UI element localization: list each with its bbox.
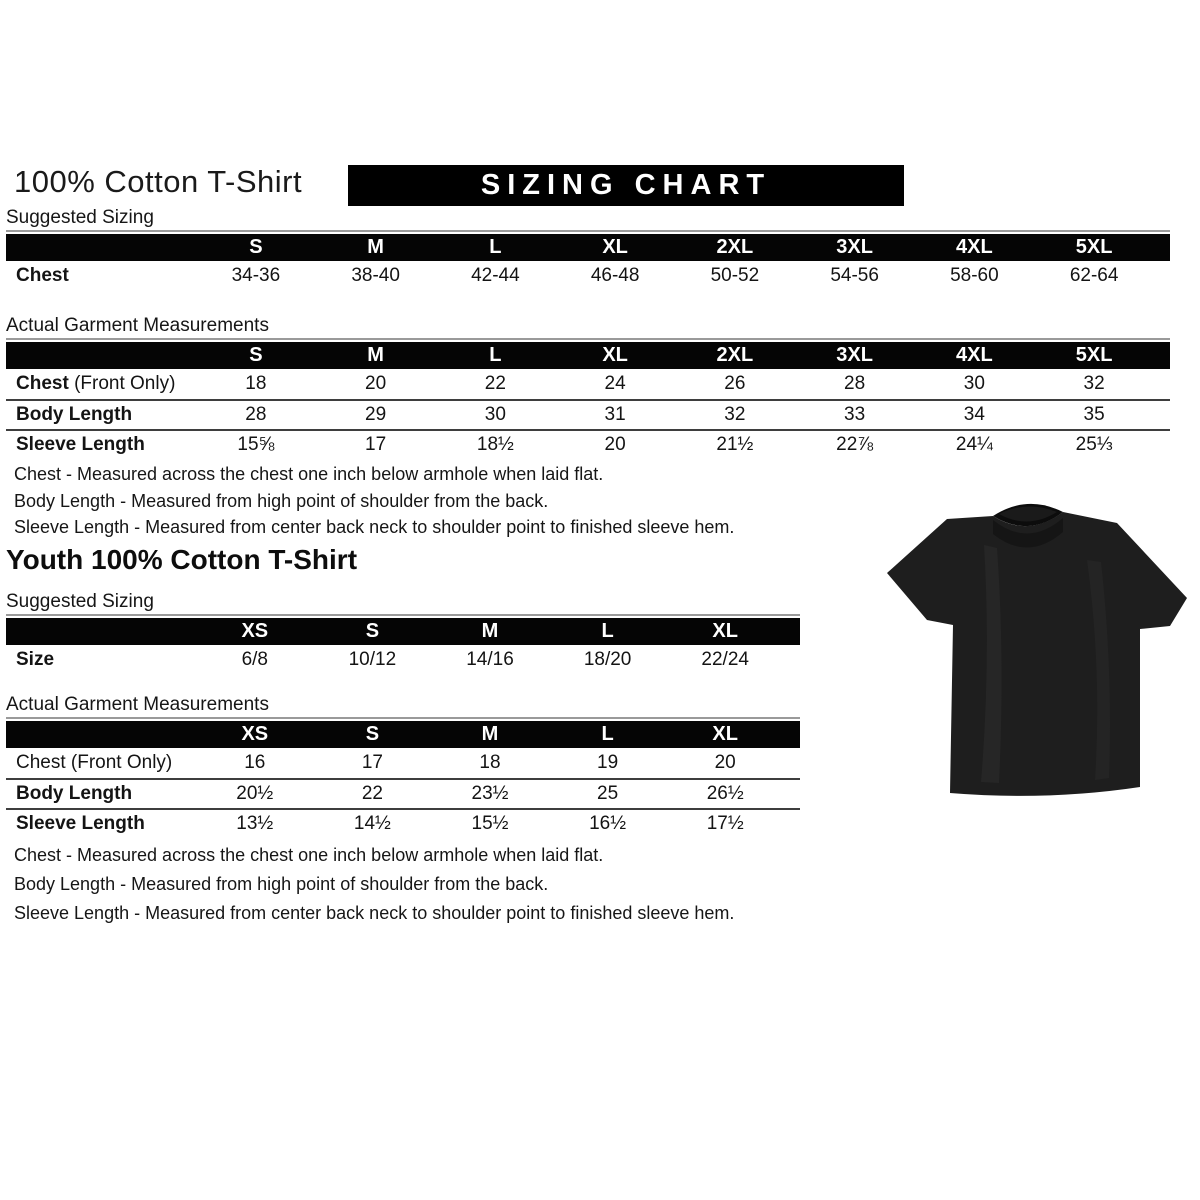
column-header: S <box>365 620 380 642</box>
adult-actual-measurements-label: Actual Garment Measurements <box>6 315 269 336</box>
table-cell: 29 <box>365 404 387 425</box>
table-cell: 35 <box>1083 404 1105 425</box>
table-row <box>6 429 1170 459</box>
table-cell: 42-44 <box>471 265 520 286</box>
youth-measurement-notes <box>14 841 734 928</box>
table-cell: 14½ <box>353 813 391 834</box>
adult-suggested-sizing-label: Suggested Sizing <box>6 207 154 228</box>
row-label: Chest (Front Only) <box>16 752 173 773</box>
column-header: S <box>365 723 380 745</box>
column-header: L <box>489 236 502 258</box>
table-cell: 25⅓ <box>1075 434 1113 455</box>
table-cell: 30 <box>963 373 985 394</box>
table-cell: 22/24 <box>701 649 749 670</box>
table-row <box>6 778 800 808</box>
column-header: M <box>481 620 499 642</box>
table-cell: 24¼ <box>955 434 993 455</box>
table-cell: 28 <box>844 373 866 394</box>
table-cell: 16½ <box>589 813 627 834</box>
table-cell: 22⅞ <box>836 434 874 455</box>
column-header: 3XL <box>836 344 873 366</box>
youth-actual-measurements-label: Actual Garment Measurements <box>6 694 269 715</box>
youth-suggested-sizing-label: Suggested Sizing <box>6 591 154 612</box>
column-header: M <box>367 236 384 258</box>
table-cell: 21½ <box>716 434 754 455</box>
adult-suggested-sizing-table <box>6 230 1170 291</box>
column-header: XL <box>602 236 628 258</box>
table-row <box>6 645 800 675</box>
column-header: M <box>481 723 499 745</box>
column-header: L <box>489 344 502 366</box>
table-cell: 22 <box>361 783 383 804</box>
table-cell: 54-56 <box>830 265 879 286</box>
page-title: 100% Cotton T-Shirt <box>14 164 303 199</box>
table-row <box>6 261 1170 291</box>
table-cell: 58-60 <box>950 265 999 286</box>
row-label: Sleeve Length <box>16 434 145 455</box>
column-header: 5XL <box>1075 236 1113 258</box>
column-header: XL <box>602 344 628 366</box>
table-cell: 30 <box>484 404 506 425</box>
column-header: 4XL <box>956 236 993 258</box>
table-cell: 16 <box>244 752 266 773</box>
adult-measurement-notes <box>14 461 734 541</box>
note-line: Sleeve Length - Measured from center back neck to shoulder point to finished sleeve hem. <box>14 903 735 923</box>
column-header: XL <box>712 620 738 642</box>
table-cell: 33 <box>844 404 866 425</box>
column-header: 2XL <box>716 236 754 258</box>
column-header: L <box>601 723 614 745</box>
table-cell: 34 <box>963 404 985 425</box>
table-cell: 25 <box>597 783 619 804</box>
table-cell: 20 <box>365 373 387 394</box>
table-cell: 6/8 <box>241 649 268 670</box>
table-cell: 20 <box>714 752 736 773</box>
table-cell: 10/12 <box>348 649 397 670</box>
tshirt-image <box>887 500 1187 804</box>
column-header: L <box>601 620 614 642</box>
table-cell: 22 <box>484 373 506 394</box>
table-cell: 18/20 <box>583 649 632 670</box>
table-cell: 20½ <box>236 783 274 804</box>
youth-actual-measurements-table <box>6 717 800 838</box>
table-cell: 23½ <box>471 783 509 804</box>
column-header: M <box>367 344 384 366</box>
table-cell: 18 <box>245 373 267 394</box>
table-cell: 19 <box>597 752 619 773</box>
column-header: XL <box>712 723 738 745</box>
column-header: 4XL <box>956 344 993 366</box>
table-cell: 34-36 <box>231 265 281 286</box>
table-header-row <box>6 234 1170 261</box>
table-header-row <box>6 618 800 645</box>
row-label: Body Length <box>16 404 133 425</box>
column-header: S <box>249 344 263 366</box>
column-header: S <box>249 236 263 258</box>
note-line: Body Length - Measured from high point of shoulder from the back. <box>14 874 549 894</box>
row-label: Chest <box>16 265 69 286</box>
row-label: Size <box>16 649 55 670</box>
row-label: Chest (Front Only) <box>16 373 176 394</box>
table-cell: 46-48 <box>590 265 640 286</box>
table-cell: 32 <box>1083 373 1105 394</box>
table-cell: 38-40 <box>351 265 400 286</box>
table-cell: 50-52 <box>710 265 760 286</box>
row-label: Sleeve Length <box>16 813 145 834</box>
column-header: 3XL <box>836 236 873 258</box>
table-cell: 13½ <box>236 813 274 834</box>
column-header: XS <box>241 723 269 745</box>
note-line: Sleeve Length - Measured from center back neck to shoulder point to finished sleeve hem. <box>14 517 735 537</box>
youth-suggested-sizing-table <box>6 614 800 675</box>
table-cell: 15⅝ <box>237 434 275 455</box>
sizing-chart-banner: SIZING CHART <box>348 165 904 206</box>
table-cell: 26 <box>724 373 746 394</box>
column-header: 5XL <box>1075 344 1113 366</box>
row-label: Body Length <box>16 783 133 804</box>
note-line: Chest - Measured across the chest one inch below armhole when laid flat. <box>14 464 604 484</box>
table-cell: 28 <box>245 404 267 425</box>
table-cell: 18 <box>479 752 501 773</box>
table-cell: 15½ <box>471 813 509 834</box>
table-cell: 18½ <box>476 434 514 455</box>
youth-section-title: Youth 100% Cotton T-Shirt <box>6 544 358 575</box>
note-line: Body Length - Measured from high point of shoulder from the back. <box>14 490 549 511</box>
note-line: Chest - Measured across the chest one inch below armhole when laid flat. <box>14 845 604 865</box>
table-cell: 17 <box>361 752 383 773</box>
table-cell: 24 <box>604 373 626 394</box>
table-cell: 26½ <box>706 783 744 804</box>
table-cell: 32 <box>724 404 746 425</box>
table-cell: 31 <box>604 404 626 425</box>
table-cell: 17½ <box>706 813 744 834</box>
column-header: 2XL <box>716 344 754 366</box>
table-header-row <box>6 342 1170 369</box>
black-tshirt-icon <box>887 500 1187 804</box>
table-row <box>6 369 1170 399</box>
table-cell: 62-64 <box>1069 265 1119 286</box>
table-header-row <box>6 721 800 748</box>
table-cell: 17 <box>365 434 387 455</box>
table-cell: 20 <box>604 434 626 455</box>
adult-actual-measurements-table <box>6 338 1170 459</box>
table-row <box>6 808 800 838</box>
table-row <box>6 748 800 778</box>
column-header: XS <box>241 620 269 642</box>
table-row <box>6 399 1170 429</box>
table-cell: 14/16 <box>466 649 514 670</box>
